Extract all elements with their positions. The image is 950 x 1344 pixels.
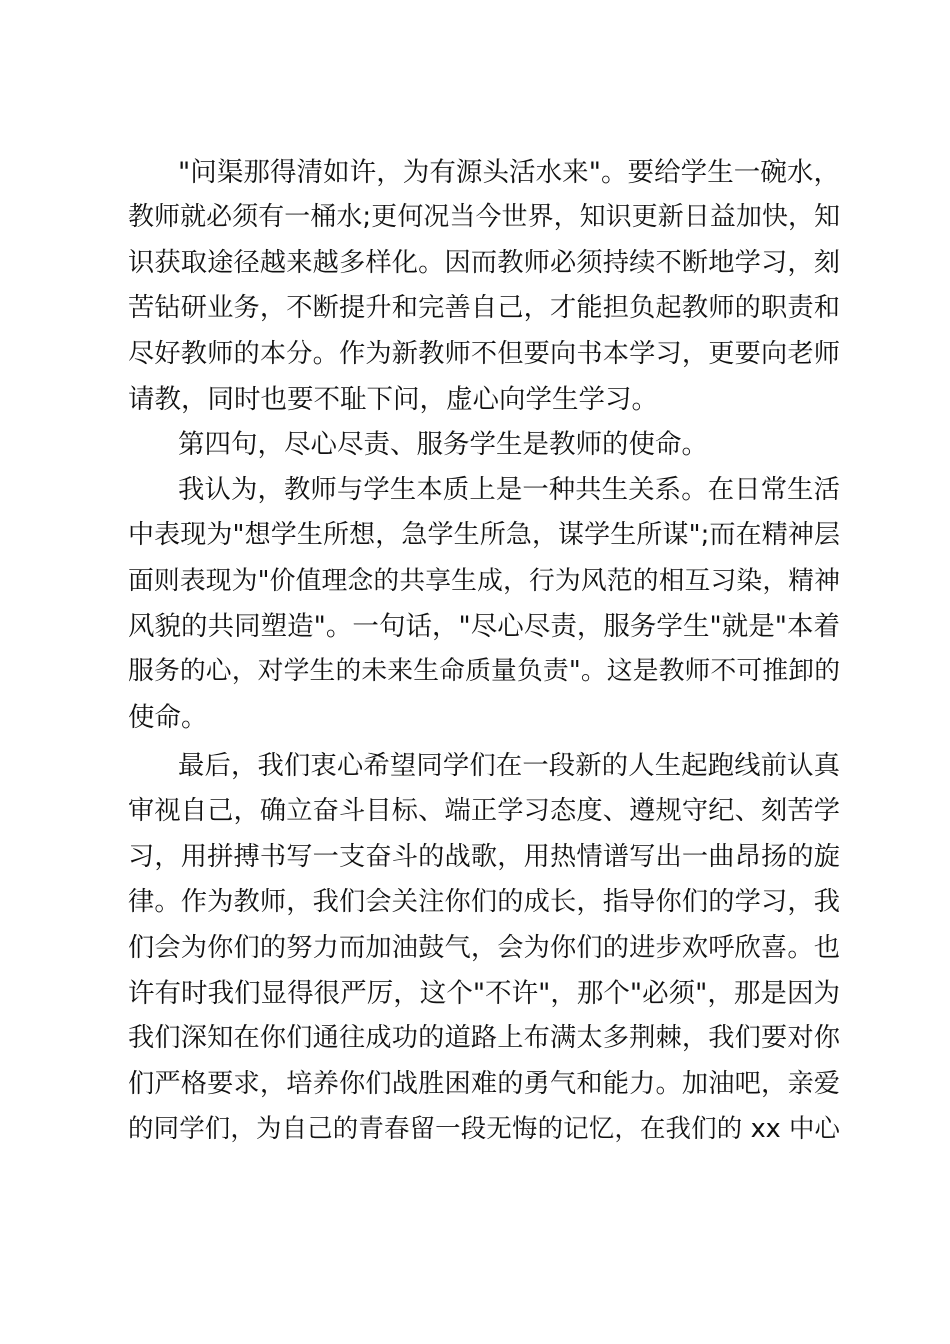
text-line: 习，用拼搏书写一支奋斗的战歌，用热情谱写出一曲昂扬的旋 <box>128 841 840 872</box>
text-line: 第四句，尽心尽责、服务学生是教师的使命。 <box>178 429 708 461</box>
text-line: 的同学们，为自己的青春留一段无悔的记忆，在我们的 xx 中心 <box>128 1114 840 1145</box>
text-line: 教师就必须有一桶水;更何况当今世界，知识更新日益加快，知 <box>128 202 840 233</box>
text-line: 许有时我们显得很严厉，这个"不许"，那个"必须"，那是因为 <box>128 978 840 1010</box>
text-line: 律。作为教师，我们会关注你们的成长，指导你们的学习，我 <box>128 887 840 918</box>
text-line: 使命。 <box>128 701 208 733</box>
paragraph <box>128 468 840 740</box>
text-line: 们严格要求，培养你们战胜困难的勇气和能力。加油吧，亲爱 <box>128 1068 840 1099</box>
paragraph <box>128 150 840 422</box>
text-line: 审视自己，确立奋斗目标、端正学习态度、遵规守纪、刻苦学 <box>128 796 840 827</box>
text-line: 服务的心，对学生的未来生命质量负责"。这是教师不可推卸的 <box>128 656 840 687</box>
text-line: 请教，同时也要不耻下问，虚心向学生学习。 <box>128 383 658 415</box>
text-line: 我认为，教师与学生本质上是一种共生关系。在日常生活 <box>178 474 840 505</box>
text-line: 最后，我们衷心希望同学们在一段新的人生起跑线前认真 <box>178 751 840 782</box>
paragraph <box>128 422 840 467</box>
text-line: 我们深知在你们通往成功的道路上布满太多荆棘，我们要对你 <box>128 1023 840 1054</box>
text-line: 苦钻研业务，不断提升和完善自己，才能担负起教师的职责和 <box>128 293 840 324</box>
text-line: 识获取途径越来越多样化。因而教师必须持续不断地学习，刻 <box>128 247 840 278</box>
text-line: 尽好教师的本分。作为新教师不但要向书本学习，更要向老师 <box>128 338 840 369</box>
paragraph <box>128 744 840 1153</box>
text-line: 中表现为"想学生所想，急学生所急，谋学生所谋";而在精神层 <box>128 520 840 551</box>
body-text <box>128 150 840 1153</box>
text-line: 面则表现为"价值理念的共享生成，行为风范的相互习染，精神 <box>128 565 840 596</box>
text-line: 们会为你们的努力而加油鼓气，会为你们的进步欢呼欣喜。也 <box>128 932 840 963</box>
text-line: "问渠那得清如许，为有源头活水来"。要给学生一碗水， <box>178 157 840 188</box>
text-line: 风貌的共同塑造"。一句话，"尽心尽责，服务学生"就是"本着 <box>128 610 840 642</box>
